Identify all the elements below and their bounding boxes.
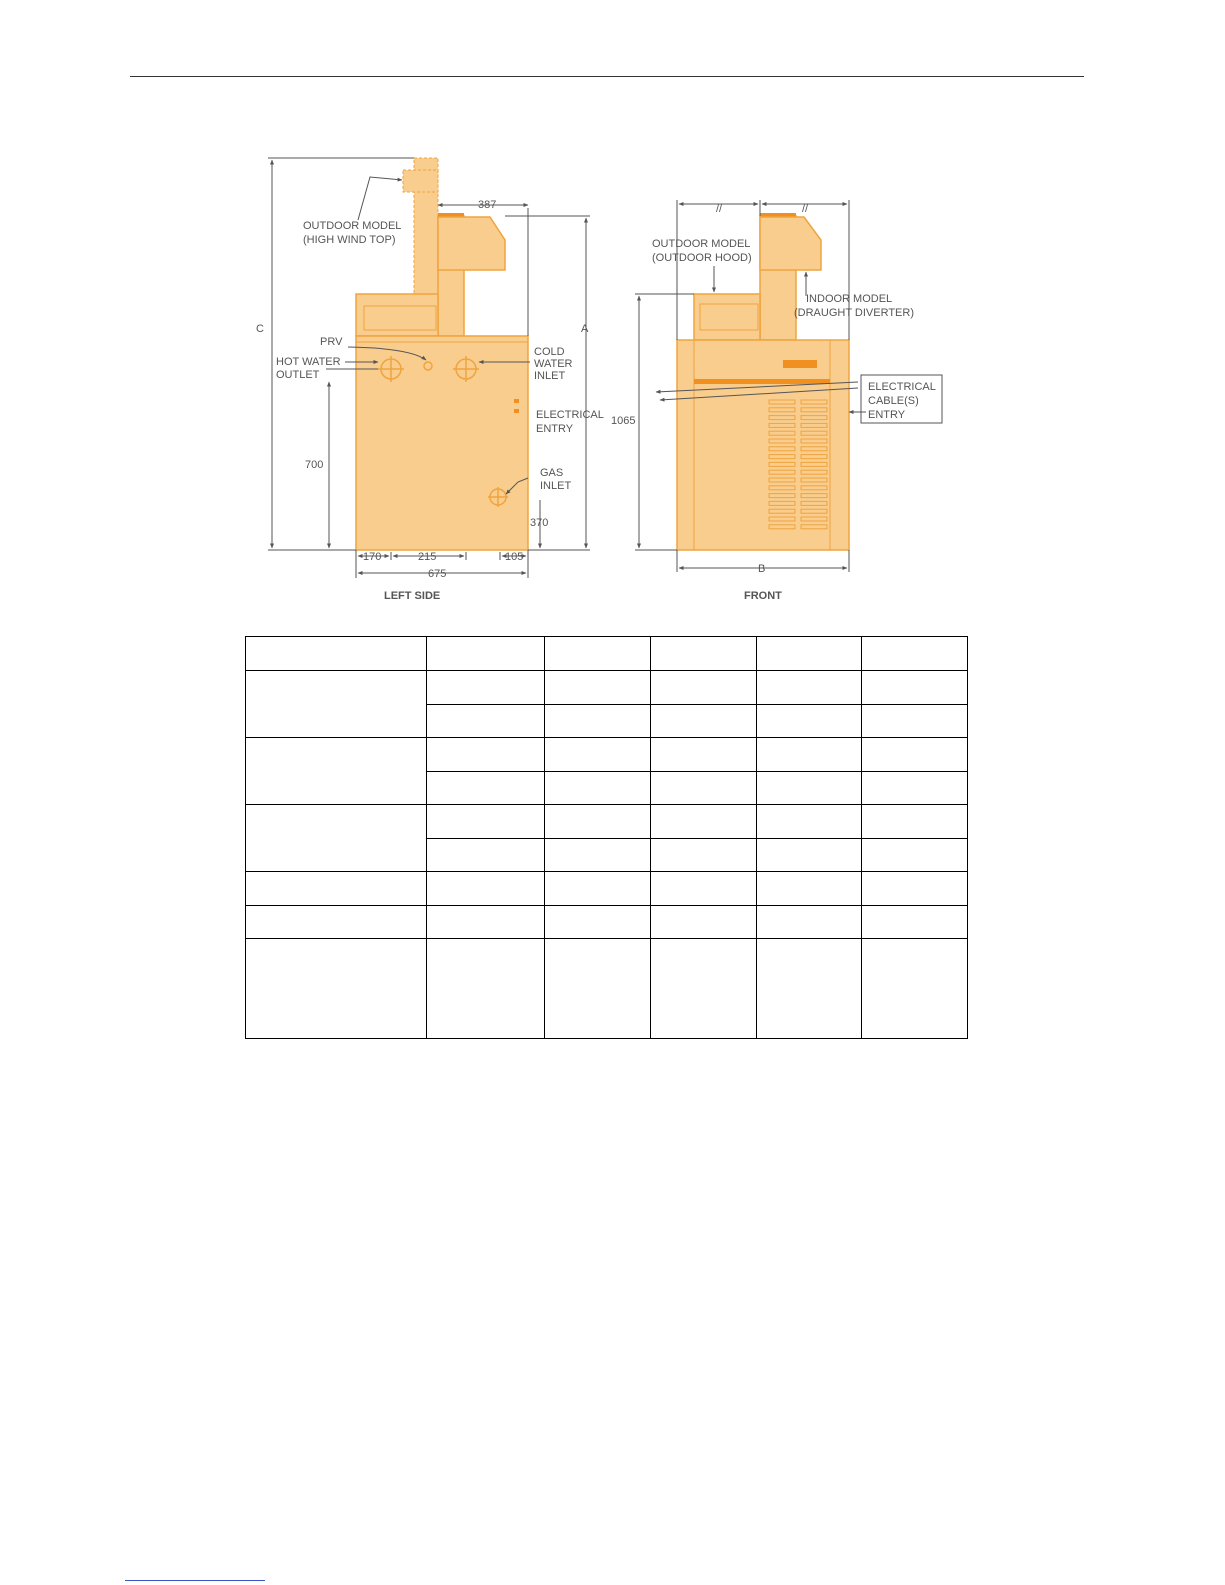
cold-water-label-2: WATER (534, 358, 573, 370)
table-cell (427, 671, 545, 705)
cold-water-label: COLD (534, 346, 565, 358)
table-cell (651, 906, 757, 939)
gas-inlet-sublabel: INLET (540, 480, 572, 492)
left-side-view (256, 158, 604, 602)
hood (438, 217, 505, 270)
heater-body (356, 336, 528, 550)
table-cell (862, 939, 968, 1039)
table-cell (757, 772, 862, 805)
table-cell (427, 738, 545, 772)
outdoor-model-sublabel: (HIGH WIND TOP) (303, 234, 396, 246)
table-row (246, 805, 968, 839)
table-cell (862, 772, 968, 805)
table-cell (757, 939, 862, 1039)
table-cell (862, 671, 968, 705)
table-cell (757, 805, 862, 839)
table-cell (246, 906, 427, 939)
table-cell (545, 839, 651, 872)
table-cell (651, 738, 757, 772)
table-cell (246, 805, 427, 872)
table-cell (651, 772, 757, 805)
table-cell (427, 939, 545, 1039)
hot-water-sublabel: OUTLET (276, 369, 320, 381)
table-cell (757, 637, 862, 671)
gas-inlet-label: GAS (540, 467, 564, 479)
prv-label: PRV (320, 336, 343, 348)
front-caption: FRONT (744, 590, 782, 602)
cold-water-label-3: INLET (534, 370, 566, 382)
hot-water-label: HOT WATER (276, 356, 341, 368)
table-cell (862, 805, 968, 839)
table-cell (545, 705, 651, 738)
table-cell (757, 906, 862, 939)
table-cell (427, 805, 545, 839)
high-wind-top-cap (403, 170, 438, 192)
dim-215-label: 215 (418, 551, 437, 563)
table-row (246, 939, 968, 1039)
table-cell (757, 839, 862, 872)
table-cell (651, 805, 757, 839)
table-cell (862, 637, 968, 671)
table-cell (427, 705, 545, 738)
dim-675-label: 675 (428, 568, 447, 580)
table-cell (427, 906, 545, 939)
dim-b-label: B (758, 563, 766, 575)
dim-387-label: 387 (478, 199, 497, 211)
equal-mark: // (802, 203, 809, 215)
table-row (246, 906, 968, 939)
draught-diverter (760, 217, 821, 270)
table-cell (246, 939, 427, 1039)
dim-105-label: 105 (505, 551, 524, 563)
front-cabinet (677, 340, 849, 550)
indoor-model-sublabel: (DRAUGHT DIVERTER) (794, 307, 914, 319)
specifications-table (245, 636, 968, 1039)
table-cell (862, 839, 968, 872)
table-cell (862, 705, 968, 738)
dim-c-label: C (256, 323, 264, 335)
table-cell (545, 805, 651, 839)
dim-700-label: 700 (305, 459, 324, 471)
table-cell (545, 872, 651, 906)
table-cell (427, 637, 545, 671)
electrical-cable-label-2: CABLE(S) (868, 395, 919, 407)
table-cell (651, 637, 757, 671)
table-cell (757, 705, 862, 738)
indoor-model-label: INDOOR MODEL (806, 293, 893, 305)
table-cell (427, 839, 545, 872)
table-cell (545, 671, 651, 705)
control-panel (783, 360, 817, 368)
table-cell (246, 738, 427, 805)
table-cell (545, 637, 651, 671)
table-cell (246, 637, 427, 671)
table-cell (246, 671, 427, 738)
front-view (611, 200, 942, 602)
table-row (246, 637, 968, 671)
table-cell (427, 772, 545, 805)
outdoor-model-leader (358, 177, 402, 220)
table-cell (757, 671, 862, 705)
table-cell (651, 839, 757, 872)
table-cell (545, 906, 651, 939)
table-cell (862, 738, 968, 772)
electrical-cable-label: ELECTRICAL (868, 381, 936, 393)
electrical-entry-dot (514, 409, 519, 413)
equal-mark: // (716, 203, 723, 215)
footnote-rule (125, 1580, 265, 1581)
outdoor-hood (694, 294, 760, 340)
table-cell (545, 738, 651, 772)
outdoor-hood-sublabel: (OUTDOOR HOOD) (652, 252, 752, 264)
dim-370-label: 370 (530, 517, 549, 529)
table-row (246, 671, 968, 705)
table-cell (651, 671, 757, 705)
table-cell (545, 939, 651, 1039)
table-row (246, 738, 968, 772)
table-cell (757, 738, 862, 772)
electrical-cable-label-3: ENTRY (868, 409, 906, 421)
table-cell (427, 872, 545, 906)
table-cell (757, 872, 862, 906)
table-cell (545, 772, 651, 805)
table-row (246, 872, 968, 906)
dim-1065-label: 1065 (611, 415, 636, 427)
outdoor-model-label: OUTDOOR MODEL (303, 220, 402, 232)
electrical-strip (694, 379, 830, 384)
dim-a-label: A (581, 323, 589, 335)
electrical-entry-label: ELECTRICAL (536, 409, 604, 421)
electrical-entry-sublabel: ENTRY (536, 423, 574, 435)
table-cell (651, 705, 757, 738)
dim-170-label: 170 (363, 551, 382, 563)
table-cell (651, 872, 757, 906)
left-side-caption: LEFT SIDE (384, 590, 441, 602)
table-cell (246, 872, 427, 906)
electrical-entry-dot (514, 399, 519, 403)
table-cell (862, 906, 968, 939)
outdoor-hood-label: OUTDOOR MODEL (652, 238, 751, 250)
water-heater-diagram (0, 0, 1225, 640)
table-cell (651, 939, 757, 1039)
table-cell (862, 872, 968, 906)
